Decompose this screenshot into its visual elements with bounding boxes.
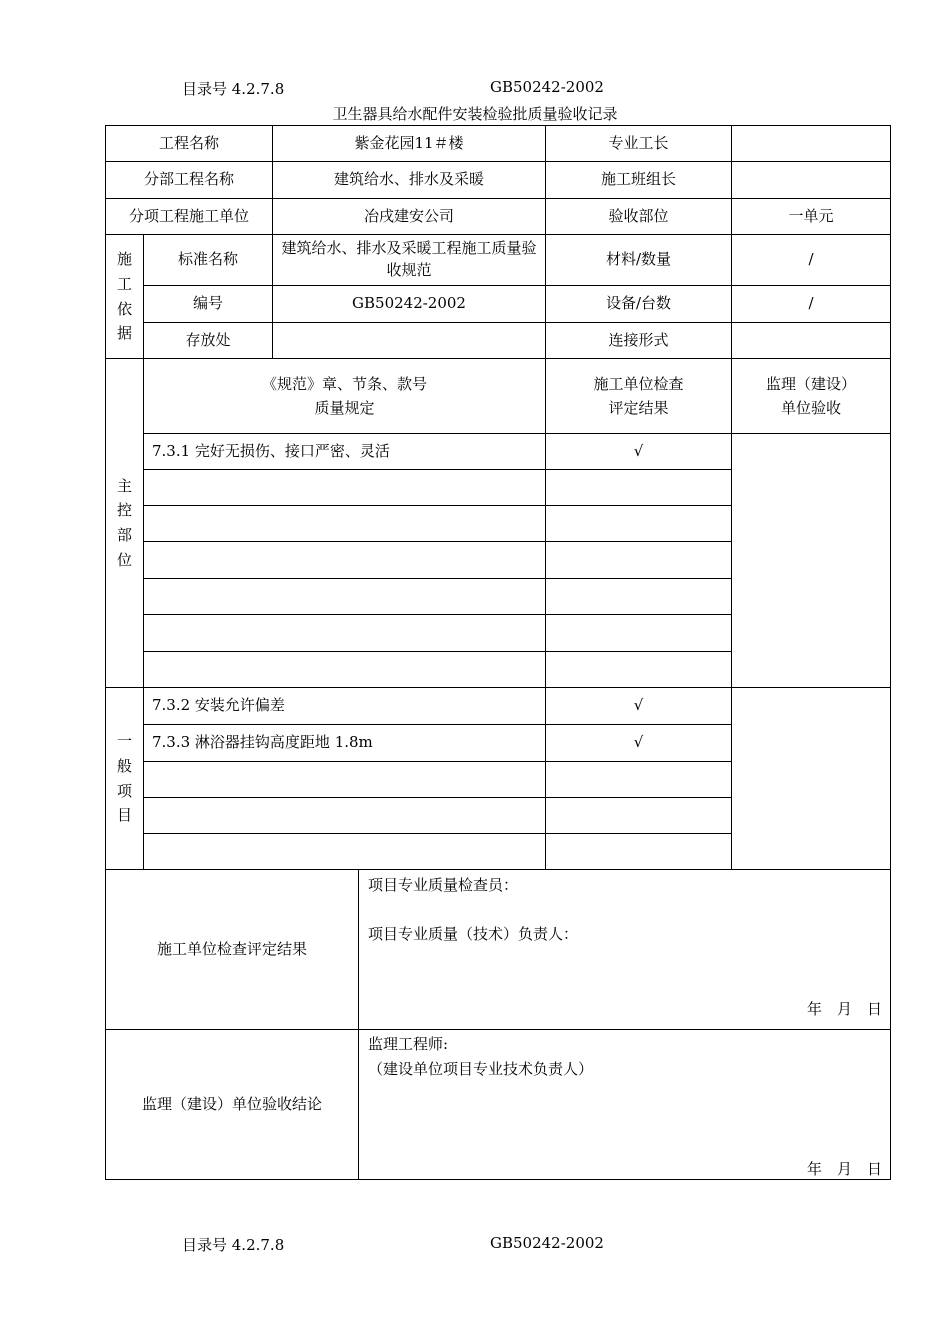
inspection-part-label: 验收部位: [608, 206, 669, 225]
result-column-header: [546, 359, 731, 433]
catalog-number: 目录号 4.2.7.8: [182, 80, 285, 98]
general-result: [546, 834, 731, 869]
general-item: [144, 834, 545, 869]
main-result: [546, 506, 731, 541]
quality-tech-lead-label: 项目专业质量（技术）负责人：: [368, 925, 579, 943]
storage-value: [273, 323, 545, 358]
basis-char: 据: [116, 324, 132, 343]
general-label: [106, 688, 143, 869]
sub-project-value: 建筑给水、排水及采暖: [333, 170, 484, 189]
inspection-part-value: 一单元: [788, 206, 834, 225]
main-result: [546, 470, 731, 505]
supervision-column-header: [732, 359, 890, 433]
connection-label: 连接形式: [608, 330, 669, 349]
main-result: [546, 615, 731, 651]
main-control-label: [106, 359, 143, 687]
result-header-line: 评定结果: [608, 399, 669, 417]
footer-catalog-number: 目录号 4.2.7.8: [182, 1236, 285, 1254]
contractor-date: 年 月 日: [807, 1000, 883, 1018]
team-leader-value: [732, 162, 890, 198]
basis-char: 工: [116, 274, 132, 293]
general-result: [546, 762, 731, 797]
general-result: √: [633, 696, 644, 715]
general-char: 一: [116, 732, 132, 750]
supervising-engineer-label: 监理工程师:: [368, 1035, 449, 1053]
contractor-result-label: 施工单位检查评定结果: [156, 939, 307, 958]
quality-inspector-label: 项目专业质量检查员：: [368, 876, 519, 894]
general-result: [546, 798, 731, 833]
standard-name-value: 建筑给水、排水及采暖工程施工质量验收规范: [281, 239, 537, 279]
spec-column-header: [144, 359, 545, 433]
main-result: √: [633, 441, 644, 460]
general-char: 项: [116, 781, 132, 800]
main-result: [546, 579, 731, 614]
main-control-char: 主: [116, 476, 132, 495]
basis-section-label: [106, 235, 143, 358]
standard-number: GB50242-2002: [490, 78, 604, 96]
code-label: 编号: [192, 294, 223, 313]
equipment-value: /: [808, 294, 814, 313]
standard-name-label: 标准名称: [177, 250, 238, 269]
general-char: 目: [116, 806, 132, 825]
main-control-char: 部: [116, 526, 132, 544]
code-value: GB50242-2002: [352, 294, 466, 313]
sub-project-label: 分部工程名称: [143, 170, 234, 189]
supervision-header-line: 监理（建设）: [765, 375, 856, 393]
supervision-result-label: 监理（建设）单位验收结论: [141, 1094, 322, 1113]
main-item: [144, 542, 545, 578]
equipment-label: 设备/台数: [605, 294, 672, 313]
general-item: 7.3.2 安装允许偏差: [152, 696, 285, 715]
general-item: [144, 798, 545, 833]
materials-label: 材料/数量: [605, 250, 672, 269]
main-item: [144, 652, 545, 687]
result-header-line: 施工单位检查: [593, 375, 684, 393]
supervision-header-line: 单位验收: [780, 399, 841, 417]
main-control-char: 控: [116, 501, 132, 520]
project-name-label: 工程名称: [158, 133, 219, 152]
page-title: 卫生器具给水配件安装检验批质量验收记录: [332, 105, 618, 123]
team-leader-label: 施工班组长: [600, 170, 676, 189]
contractor-value: 冶戌建安公司: [363, 206, 454, 225]
main-item: [144, 579, 545, 614]
storage-label: 存放处: [185, 330, 231, 349]
main-result: [546, 652, 731, 687]
foreman-label: 专业工长: [608, 133, 669, 152]
materials-value: /: [808, 250, 814, 269]
contractor-label: 分项工程施工单位: [128, 206, 249, 225]
basis-char: 依: [116, 299, 132, 318]
general-item: 7.3.3 淋浴器挂钩高度距地 1.8m: [152, 733, 373, 752]
general-result: √: [633, 733, 644, 752]
foreman-value: [732, 126, 890, 161]
main-result: [546, 542, 731, 578]
main-item: 7.3.1 完好无损伤、接口严密、灵活: [152, 441, 390, 460]
general-item: [144, 762, 545, 797]
general-char: 般: [116, 756, 132, 775]
connection-value: [732, 323, 890, 358]
basis-char: 施: [116, 250, 132, 268]
spec-header-line: 《规范》章、节条、款号: [261, 375, 427, 393]
spec-header-line: 质量规定: [314, 399, 375, 417]
main-item: [144, 470, 545, 505]
main-item: [144, 615, 545, 651]
footer-standard-number: GB50242-2002: [490, 1234, 604, 1252]
owner-representative-label: （建设单位项目专业技术负责人）: [368, 1060, 594, 1078]
main-item: [144, 506, 545, 541]
project-name-value: 紫金花园11＃楼: [354, 133, 464, 152]
supervision-date: 年 月 日: [807, 1160, 883, 1178]
main-control-char: 位: [116, 550, 132, 569]
